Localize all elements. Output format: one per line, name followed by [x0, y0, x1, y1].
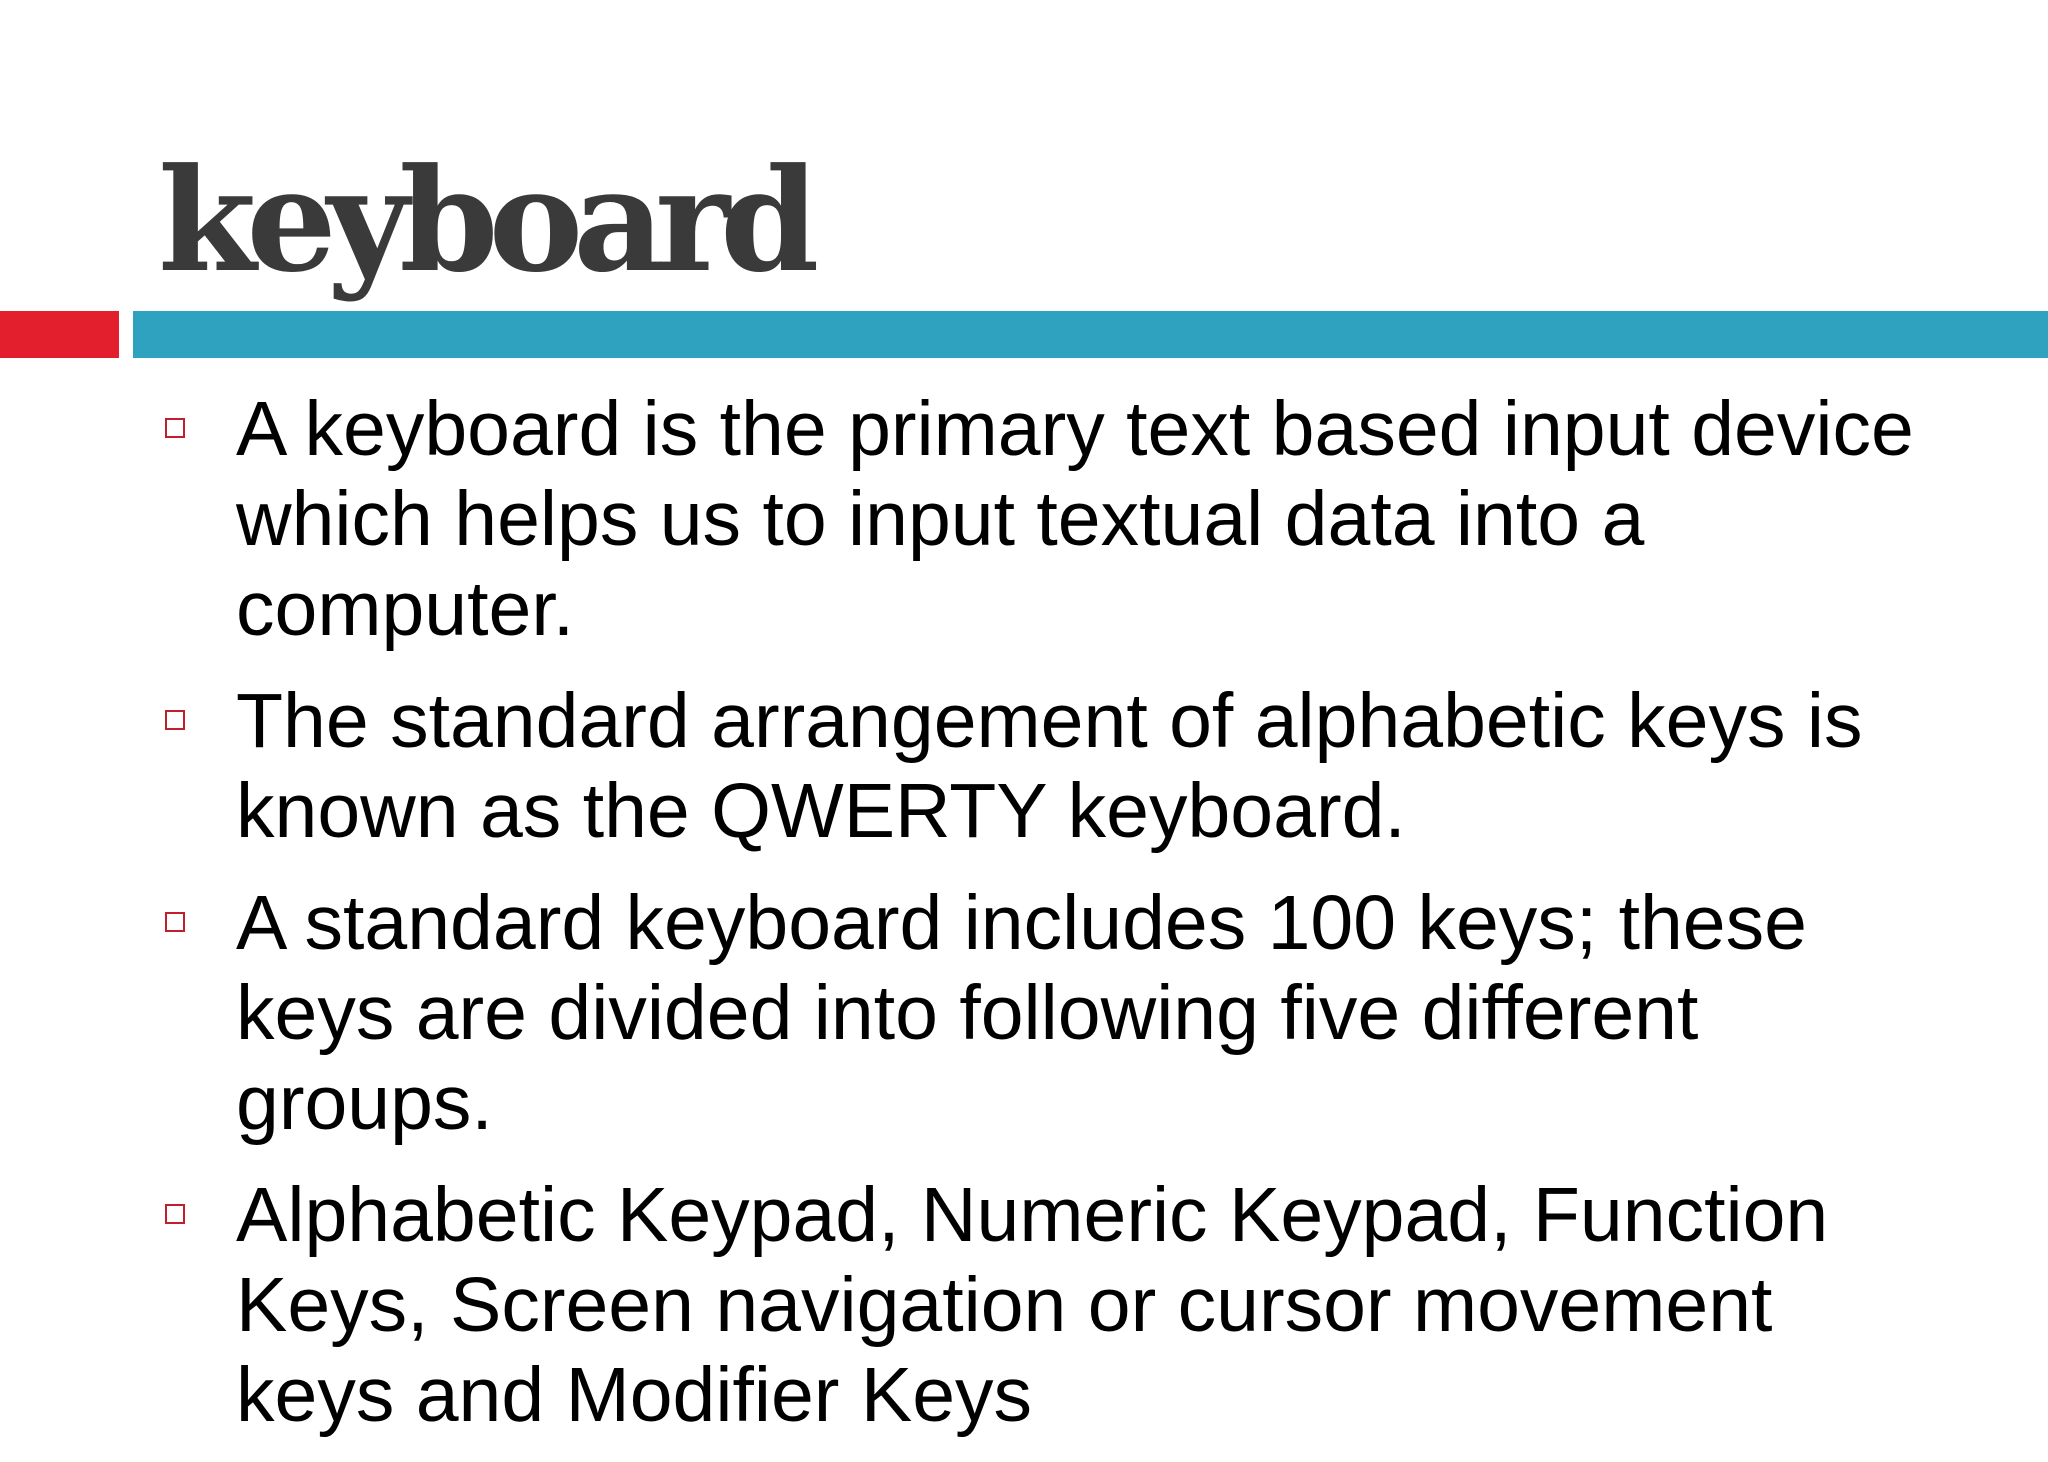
bullet-text-1: A keyboard is the primary text based input device which helps us to input textual data into a computer. [236, 386, 1914, 652]
bullet-text-4: Alphabetic Keypad, Numeric Keypad, Function Keys, Screen navigation or cursor movement keys and Modifier Keys [236, 1172, 1829, 1438]
red-accent-bar [0, 311, 119, 358]
bullet-text-2: The standard arrangement of alphabetic keys is known as the QWERTY keyboard. [236, 678, 1863, 854]
square-outline-bullet-icon [165, 912, 185, 932]
square-outline-bullet-icon [165, 710, 185, 730]
bullet-list [150, 384, 1950, 1462]
bullet-item-4 [150, 1170, 1950, 1440]
bullet-item-2 [150, 676, 1950, 856]
bullet-item-3 [150, 878, 1950, 1148]
slide-title: keyboard [158, 138, 810, 304]
bullet-text-3: A standard keyboard includes 100 keys; these keys are divided into following five different groups. [236, 880, 1807, 1146]
bullet-item-1 [150, 384, 1950, 654]
square-outline-bullet-icon [165, 418, 185, 438]
teal-divider-bar [133, 311, 2048, 358]
square-outline-bullet-icon [165, 1204, 185, 1224]
